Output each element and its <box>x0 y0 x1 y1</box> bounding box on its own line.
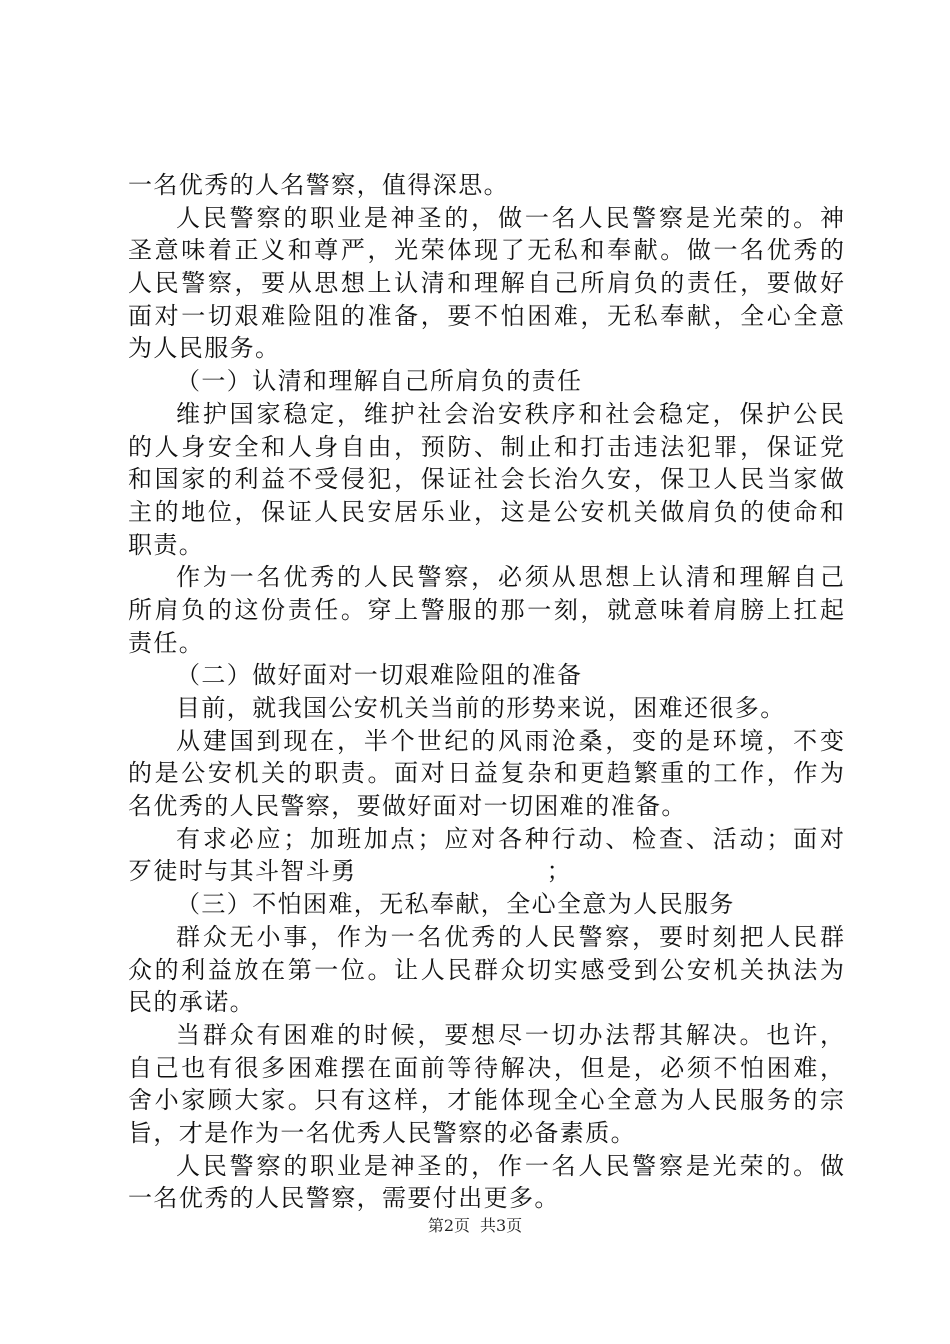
paragraph-line: 从建国到现在，半个世纪的风雨沧桑，变的是环境，不变 <box>176 726 844 755</box>
paragraph-line: 众的利益放在第一位。让人民群众切实感受到公安机关执法为 <box>128 955 844 984</box>
paragraph-line: 所肩负的这份责任。穿上警服的那一刻，就意味着肩膀上扛起 <box>128 595 844 624</box>
section-heading: （一）认清和理解自己所肩负的责任 <box>176 367 583 396</box>
paragraph-line: 责任。 <box>128 628 205 657</box>
paragraph-line <box>128 855 844 888</box>
paragraph-line: 为人民服务。 <box>128 334 281 363</box>
paragraph-line: 有求必应；加班加点；应对各种行动、检查、活动；面对 <box>176 824 844 853</box>
paragraph-line: 人民警察，要从思想上认清和理解自己所肩负的责任，要做好 <box>128 269 844 298</box>
paragraph-line: 维护国家稳定，维护社会治安秩序和社会稳定，保护公民 <box>176 399 844 428</box>
paragraph-line: 一名优秀的人名警察，值得深思。 <box>128 171 509 199</box>
paragraph-line: 旨，才是作为一名优秀人民警察的必备素质。 <box>128 1118 636 1147</box>
page-number: 第2页 <box>427 1216 470 1235</box>
line-text: ； <box>546 857 573 886</box>
paragraph-line: 舍小家顾大家。只有这样，才能体现全心全意为人民服务的宗 <box>128 1086 844 1115</box>
page-footer <box>0 1213 950 1236</box>
line-text: 歹徒时与其斗智斗勇 <box>128 857 357 886</box>
paragraph-line: 民的承诺。 <box>128 988 255 1017</box>
paragraph-line: 目前，就我国公安机关当前的形势来说，困难还很多。 <box>176 694 786 722</box>
paragraph-line: 当群众有困难的时候，要想尽一切办法帮其解决。也许， <box>176 1020 844 1049</box>
paragraph-line: 群众无小事，作为一名优秀的人民警察，要时刻把人民群 <box>176 922 844 951</box>
paragraph-line: 圣意味着正义和尊严，光荣体现了无私和奉献。做一名优秀的 <box>128 236 844 265</box>
paragraph-line: 面对一切艰难险阻的准备，要不怕困难，无私奉献，全心全意 <box>128 301 844 330</box>
page-total: 共3页 <box>480 1216 523 1235</box>
section-heading: （三）不怕困难，无私奉献，全心全意为人民服务 <box>176 890 735 919</box>
paragraph-line: 主的地位，保证人民安居乐业，这是公安机关做肩负的使命和 <box>128 497 844 526</box>
paragraph-line: 的是公安机关的职责。面对日益复杂和更趋繁重的工作，作为 <box>128 759 844 788</box>
paragraph-line: 人民警察的职业是神圣的，做一名人民警察是光荣的。神 <box>176 203 844 232</box>
paragraph-line: 自己也有很多困难摆在面前等待解决，但是，必须不怕困难， <box>128 1053 844 1082</box>
paragraph-line: 的人身安全和人身自由，预防、制止和打击违法犯罪，保证党 <box>128 432 844 461</box>
document-body <box>128 169 844 1215</box>
section-heading: （二）做好面对一切艰难险阻的准备 <box>176 661 583 690</box>
paragraph-line: 名优秀的人民警察，要做好面对一切困难的准备。 <box>128 792 687 821</box>
paragraph-line: 一名优秀的人民警察，需要付出更多。 <box>128 1184 560 1213</box>
paragraph-line: 作为一名优秀的人民警察，必须从思想上认清和理解自己 <box>176 563 844 592</box>
paragraph-line: 职责。 <box>128 530 205 559</box>
paragraph-line: 和国家的利益不受侵犯，保证社会长治久安，保卫人民当家做 <box>128 465 844 494</box>
paragraph-line: 人民警察的职业是神圣的，作一名人民警察是光荣的。做 <box>176 1151 844 1180</box>
